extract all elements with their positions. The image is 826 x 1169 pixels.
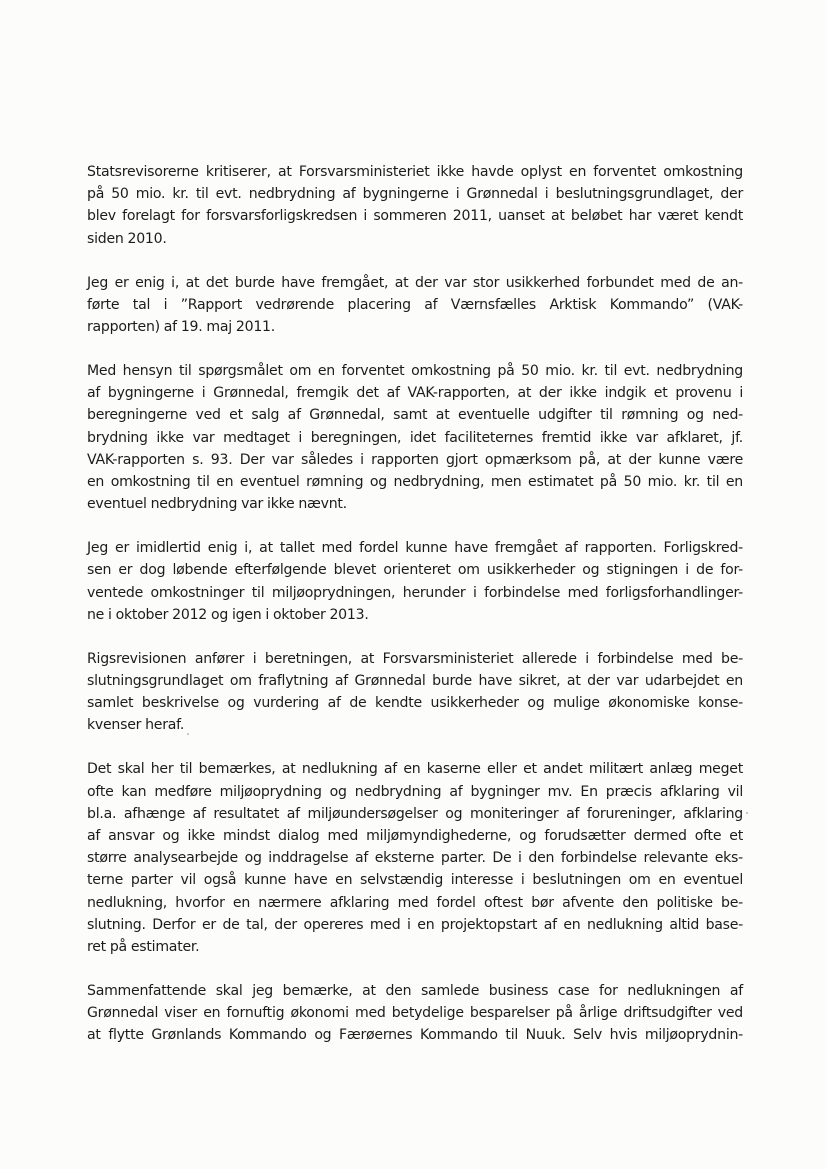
text-line: Sammenfattende skal jeg bemærke, at den samlede business case for nedlukningen af <box>87 983 743 1000</box>
paragraph-5 <box>87 648 743 737</box>
text-line: Det skal her til bemærkes, at nedlukning af en kaserne eller et andet militært anlæg meget <box>87 761 743 778</box>
text-line: ventede omkostninger til miljøoprydningen, herunder i forbindelse med forligsforhandlinger- <box>87 584 743 601</box>
text-line: Grønnedal viser en fornuftig økonomi med betydelige besparelser på årlige driftsudgifter ved <box>87 1005 743 1022</box>
text-line: ne i oktober 2012 og igen i oktober 2013. <box>87 606 369 623</box>
text-line: ofte kan medføre miljøoprydning og nedbrydning af bygninger mv. En præcis afklaring vil <box>87 783 743 800</box>
paragraph-1 <box>87 161 743 250</box>
text-line: på 50 mio. kr. til evt. nedbrydning af bygningerne i Grønnedal i beslutningsgrundlaget, der <box>87 186 743 203</box>
text-line: VAK-rapporten s. 93. Der var således i rapporten gjort opmærksom på, at der kunne være <box>87 451 743 468</box>
text-line: Jeg er imidlertid enig i, at tallet med fordel kunne have fremgået af rapporten. Forligskred- <box>87 540 743 557</box>
paragraph-3 <box>87 360 743 515</box>
text-line: terne parter vil også kunne have en selvstændig interesse i beslutningen om en eventuel <box>87 872 743 889</box>
text-line: Med hensyn til spørgsmålet om en forventet omkostning på 50 mio. kr. til evt. nedbrydning <box>87 363 743 380</box>
paragraph-7 <box>87 980 743 1047</box>
paragraph-4 <box>87 537 743 626</box>
text-line: af bygningerne i Grønnedal, fremgik det af VAK-rapporten, at der ikke indgik et provenu i <box>87 385 743 402</box>
text-line: at flytte Grønlands Kommando og Færøernes Kommando til Nuuk. Selv hvis miljøoprydnin- <box>87 1027 743 1044</box>
text-line: sen er dog løbende efterfølgende blevet orienteret om usikkerheder og stigningen i de for- <box>87 562 743 579</box>
scan-speck <box>187 733 189 735</box>
text-line: Statsrevisorerne kritiserer, at Forsvarsministeriet ikke havde oplyst en forventet omkostning <box>87 164 743 180</box>
text-line: bl.a. afhænge af resultatet af miljøundersøgelser og moniteringer af forureninger, afklaring <box>87 805 743 822</box>
paragraph-6 <box>87 758 743 958</box>
text-line: eventuel nedbrydning var ikke nævnt. <box>87 496 347 513</box>
paragraph-2 <box>87 272 743 339</box>
text-line: beregningerne ved et salg af Grønnedal, samt at eventuelle udgifter til rømning og ned- <box>87 407 743 424</box>
text-line: slutning. Derfor er de tal, der opereres med i en projektopstart af en nedlukning altid base- <box>87 916 743 933</box>
text-line: Jeg er enig i, at det burde have fremgået, at der var stor usikkerhed forbundet med de an- <box>87 274 743 291</box>
scan-speck <box>746 812 748 814</box>
text-line: slutningsgrundlaget om fraflytning af Grønnedal burde have sikret, at der var udarbejdet en <box>87 673 743 690</box>
text-line: større analysearbejde og inddragelse af eksterne parter. De i den forbindelse relevante eks- <box>87 850 743 867</box>
document-body <box>87 161 743 1068</box>
text-line: førte tal i ”Rapport vedrørende placering af Værnsfælles Arktisk Kommando” (VAK- <box>87 296 743 313</box>
text-line: nedlukning, hvorfor en nærmere afklaring med fordel oftest bør afvente den politiske be- <box>87 894 743 911</box>
text-line: af ansvar og ikke mindst dialog med miljømyndighederne, og forudsætter dermed ofte et <box>87 828 743 845</box>
text-line: Rigsrevisionen anfører i beretningen, at Forsvarsministeriet allerede i forbindelse med be- <box>87 650 743 667</box>
text-line: samlet beskrivelse og vurdering af de kendte usikkerheder og mulige økonomiske konse- <box>87 695 743 712</box>
text-line: rapporten) af 19. maj 2011. <box>87 319 275 336</box>
text-line: siden 2010. <box>87 230 167 247</box>
text-line: en omkostning til en eventuel rømning og nedbrydning, men estimatet på 50 mio. kr. til en <box>87 474 743 491</box>
text-line: brydning ikke var medtaget i beregningen, idet faciliteternes fremtid ikke var afklaret, jf. <box>87 429 743 446</box>
text-line: kvenser heraf. <box>87 717 185 734</box>
text-line: ret på estimater. <box>87 939 200 956</box>
text-line: blev forelagt for forsvarsforligskredsen i sommeren 2011, uanset at beløbet har været kendt <box>87 208 743 225</box>
